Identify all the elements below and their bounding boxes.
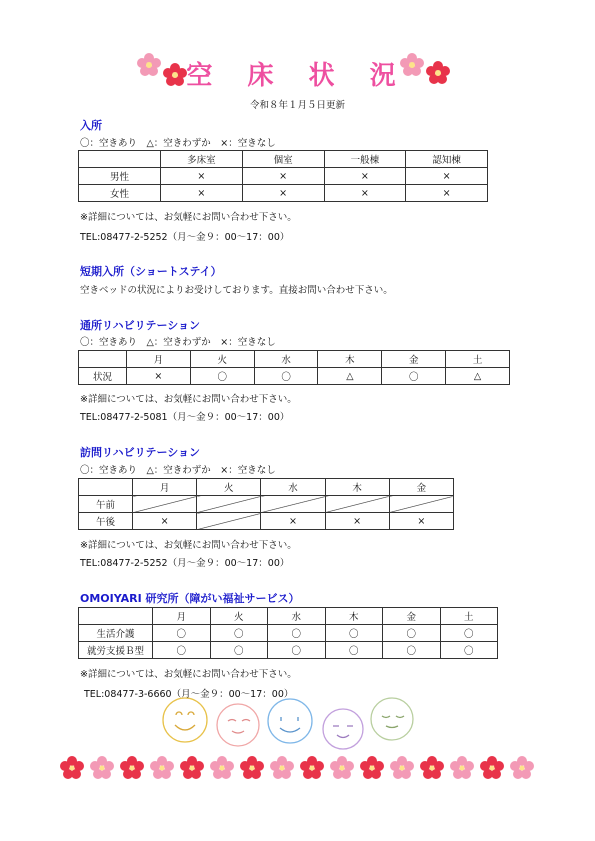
column-header: 金 bbox=[382, 351, 446, 368]
status-cell: 〇 bbox=[210, 642, 268, 659]
status-cell bbox=[261, 496, 325, 513]
column-header: 金 bbox=[389, 479, 453, 496]
table-row bbox=[79, 368, 510, 385]
row-header: 就労支援Ｂ型 bbox=[79, 642, 153, 659]
status-cell: 〇 bbox=[325, 625, 383, 642]
section-title-tsusho: 通所リハビリテーション bbox=[80, 319, 201, 332]
status-cell: × bbox=[161, 168, 243, 185]
status-cell bbox=[197, 513, 261, 530]
omoiyari-table bbox=[78, 607, 498, 659]
legend-text: 〇：空きあり △：空きわずか ×：空きなし bbox=[80, 465, 276, 476]
column-header bbox=[79, 351, 127, 368]
row-header: 午前 bbox=[79, 496, 133, 513]
status-cell: × bbox=[325, 513, 389, 530]
status-cell: × bbox=[406, 168, 488, 185]
status-cell: × bbox=[261, 513, 325, 530]
status-cell: 〇 bbox=[153, 642, 211, 659]
plum-blossom-icon bbox=[420, 756, 444, 779]
status-cell: 〇 bbox=[440, 625, 498, 642]
column-header bbox=[79, 608, 153, 625]
note-text: ※詳細については、お気軽にお問い合わせ下さい。 bbox=[80, 540, 297, 551]
note-text: ※詳細については、お気軽にお問い合わせ下さい。 bbox=[80, 212, 297, 223]
section-title-omoiyari: OMOIYARI 研究所（障がい福祉サービス） bbox=[80, 592, 300, 605]
status-cell: 〇 bbox=[153, 625, 211, 642]
column-header: 木 bbox=[325, 479, 389, 496]
plum-blossom-icon bbox=[450, 756, 474, 779]
plum-blossom-icon bbox=[510, 756, 534, 779]
status-cell: 〇 bbox=[254, 368, 318, 385]
column-header: 土 bbox=[446, 351, 510, 368]
status-cell: × bbox=[133, 513, 197, 530]
status-cell: × bbox=[242, 168, 324, 185]
status-cell: 〇 bbox=[268, 642, 326, 659]
plum-blossom-icon bbox=[360, 756, 384, 779]
status-cell: 〇 bbox=[268, 625, 326, 642]
note-text: ※詳細については、お気軽にお問い合わせ下さい。 bbox=[80, 669, 297, 680]
column-header: 一般棟 bbox=[324, 151, 406, 168]
plum-blossom-icon bbox=[150, 756, 174, 779]
section-title-homon: 訪問リハビリテーション bbox=[80, 446, 201, 459]
table-row bbox=[79, 168, 488, 185]
tel-text: TEL:08477-2-5081（月～金９：00～17：00） bbox=[80, 412, 290, 423]
column-header: 月 bbox=[153, 608, 211, 625]
status-cell: × bbox=[324, 168, 406, 185]
tel-text: TEL:08477-3-6660（月～金９：00～17：00） bbox=[84, 689, 294, 700]
tanki-text: 空きベッドの状況によりお受けしております。直接お問い合わせ下さい。 bbox=[80, 285, 393, 296]
status-cell: 〇 bbox=[440, 642, 498, 659]
plum-blossom-icon bbox=[330, 756, 354, 779]
table-row bbox=[79, 642, 498, 659]
note-text: ※詳細については、お気軽にお問い合わせ下さい。 bbox=[80, 394, 297, 405]
nyusho-table bbox=[78, 150, 488, 202]
status-cell: 〇 bbox=[190, 368, 254, 385]
tsusho-table bbox=[78, 350, 510, 385]
status-cell bbox=[389, 496, 453, 513]
updated-date: 令和８年１月５日更新 bbox=[249, 100, 345, 111]
column-header: 個室 bbox=[242, 151, 324, 168]
column-header: 水 bbox=[254, 351, 318, 368]
table-row bbox=[79, 625, 498, 642]
column-header: 認知棟 bbox=[406, 151, 488, 168]
plum-blossom-icon bbox=[300, 756, 324, 779]
plum-blossom-icon bbox=[480, 756, 504, 779]
plum-blossom-icon bbox=[270, 756, 294, 779]
row-header: 男性 bbox=[79, 168, 161, 185]
table-row bbox=[79, 496, 454, 513]
plum-blossom-icon bbox=[210, 756, 234, 779]
status-cell: 〇 bbox=[383, 642, 441, 659]
status-cell: △ bbox=[318, 368, 382, 385]
column-header: 土 bbox=[440, 608, 498, 625]
row-header: 女性 bbox=[79, 185, 161, 202]
page-title: 空 床 状 況 bbox=[186, 61, 409, 91]
status-cell: × bbox=[161, 185, 243, 202]
legend-text: 〇：空きあり △：空きわずか ×：空きなし bbox=[80, 337, 276, 348]
plum-blossom-icon bbox=[180, 756, 204, 779]
column-header: 月 bbox=[133, 479, 197, 496]
table-row bbox=[79, 185, 488, 202]
row-header: 午後 bbox=[79, 513, 133, 530]
status-cell bbox=[197, 496, 261, 513]
column-header: 金 bbox=[383, 608, 441, 625]
status-cell bbox=[133, 496, 197, 513]
section-title-tanki: 短期入所（ショートステイ） bbox=[80, 265, 222, 278]
plum-blossom-icon bbox=[390, 756, 414, 779]
column-header: 水 bbox=[268, 608, 326, 625]
status-cell: × bbox=[324, 185, 406, 202]
status-cell: × bbox=[389, 513, 453, 530]
plum-blossom-icon bbox=[90, 756, 114, 779]
status-cell: × bbox=[406, 185, 488, 202]
column-header: 木 bbox=[318, 351, 382, 368]
smiley-face-icon bbox=[160, 695, 420, 750]
tel-text: TEL:08477-2-5252（月～金９：00～17：00） bbox=[80, 232, 290, 243]
plum-blossom-icon bbox=[240, 756, 264, 779]
column-header: 多床室 bbox=[161, 151, 243, 168]
column-header bbox=[79, 151, 161, 168]
column-header: 火 bbox=[197, 479, 261, 496]
status-cell: 〇 bbox=[382, 368, 446, 385]
row-header: 状況 bbox=[79, 368, 127, 385]
table-row bbox=[79, 513, 454, 530]
status-cell: × bbox=[127, 368, 191, 385]
plum-blossom-icon bbox=[120, 756, 144, 779]
column-header: 火 bbox=[190, 351, 254, 368]
plum-blossom-icon bbox=[58, 752, 538, 784]
homon-table bbox=[78, 478, 454, 530]
status-cell bbox=[325, 496, 389, 513]
column-header: 火 bbox=[210, 608, 268, 625]
column-header: 月 bbox=[127, 351, 191, 368]
status-cell: 〇 bbox=[383, 625, 441, 642]
column-header: 水 bbox=[261, 479, 325, 496]
tel-text: TEL:08477-2-5252（月～金９：00～17：00） bbox=[80, 558, 290, 569]
status-cell: 〇 bbox=[325, 642, 383, 659]
plum-blossom-icon bbox=[60, 756, 84, 779]
legend-text: 〇：空きあり △：空きわずか ×：空きなし bbox=[80, 138, 276, 149]
status-cell: 〇 bbox=[210, 625, 268, 642]
section-title-nyusho: 入所 bbox=[80, 119, 102, 132]
status-cell: × bbox=[242, 185, 324, 202]
column-header bbox=[79, 479, 133, 496]
status-cell: △ bbox=[446, 368, 510, 385]
row-header: 生活介護 bbox=[79, 625, 153, 642]
column-header: 木 bbox=[325, 608, 383, 625]
